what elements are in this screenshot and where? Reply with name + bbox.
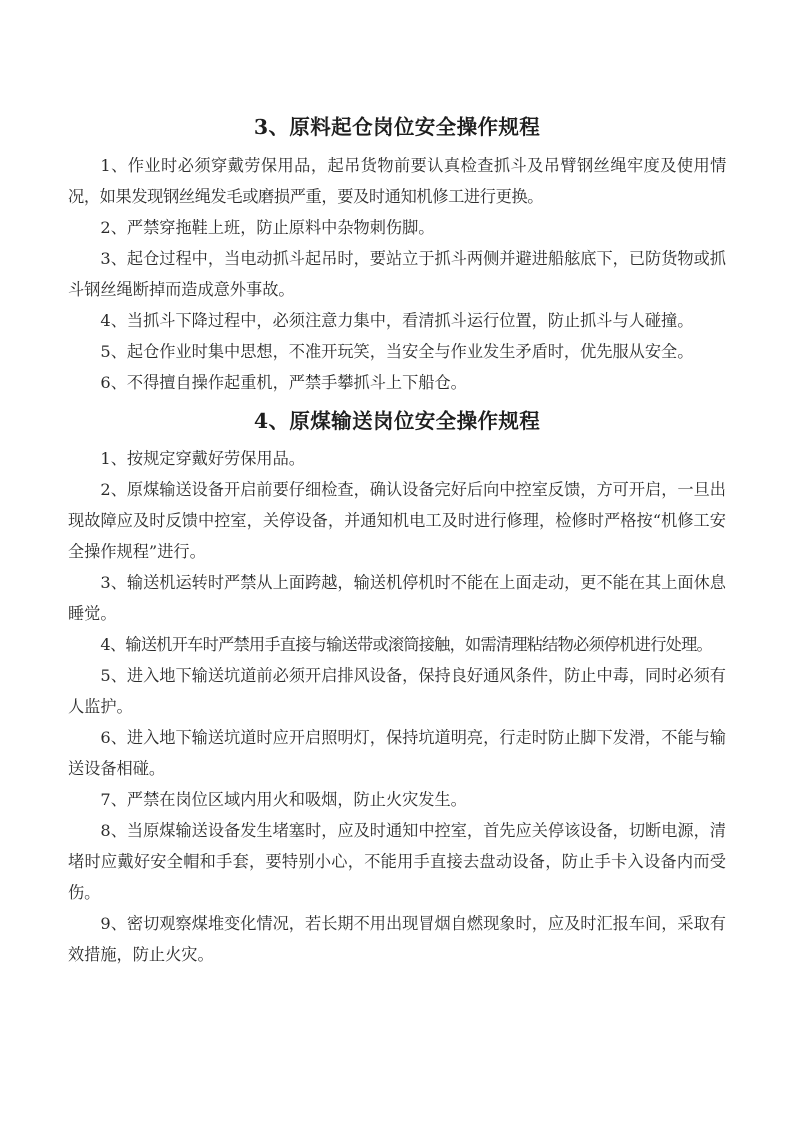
section-4-item-5: 5、进入地下输送坑道前必须开启排风设备，保持良好通风条件，防止中毒，同时必须有人监护。 xyxy=(68,666,726,716)
section-3-item-6: 6、不得擅自操作起重机，严禁手攀抓斗上下船仓。 xyxy=(100,373,467,392)
section-heading-3: 3、原料起仓岗位安全操作规程 xyxy=(253,115,541,139)
section-4-item-6: 6、进入地下输送坑道时应开启照明灯，保持坑道明亮，行走时防止脚下发滑，不能与输送设备相碰。 xyxy=(68,728,726,778)
section-3-item-3: 3、起仓过程中，当电动抓斗起吊时，要站立于抓斗两侧并避进船舷底下，已防货物或抓斗钢丝绳断掉而造成意外事故。 xyxy=(68,249,726,299)
section-heading-4: 4、原煤输送岗位安全操作规程 xyxy=(253,409,541,433)
section-4-item-2: 2、原煤输送设备开启前要仔细检查，确认设备完好后向中控室反馈，方可开启，一旦出现故障应及时反馈中控室，关停设备，并通知机电工及时进行修理，检修时严格按“机修工安全操作规程”进行。 xyxy=(68,480,726,561)
section-4-item-1: 1、按规定穿戴好劳保用品。 xyxy=(100,449,305,468)
document-content xyxy=(68,0,726,970)
section-3-item-2: 2、严禁穿拖鞋上班，防止原料中杂物刺伤脚。 xyxy=(100,218,435,237)
section-3-item-1: 1、作业时必须穿戴劳保用品，起吊货物前要认真检查抓斗及吊臂钢丝绳牢度及使用情况，如果发现钢丝绳发毛或磨损严重，要及时通知机修工进行更换。 xyxy=(68,156,726,206)
section-4-item-3: 3、输送机运转时严禁从上面跨越，输送机停机时不能在上面走动，更不能在其上面休息睡觉。 xyxy=(68,573,726,623)
section-4-item-7: 7、严禁在岗位区域内用火和吸烟，防止火灾发生。 xyxy=(100,790,467,809)
section-4-item-8: 8、当原煤输送设备发生堵塞时，应及时通知中控室，首先应关停该设备，切断电源，清堵时应戴好安全帽和手套，要特别小心，不能用手直接去盘动设备，防止手卡入设备内而受伤。 xyxy=(68,821,726,902)
section-4-item-4: 4、输送机开车时严禁用手直接与输送带或滚筒接触，如需清理粘结物必须停机进行处理。 xyxy=(100,635,712,654)
section-3-item-4: 4、当抓斗下降过程中，必须注意力集中，看清抓斗运行位置，防止抓斗与人碰撞。 xyxy=(100,311,694,330)
section-3-item-5: 5、起仓作业时集中思想，不准开玩笑，当安全与作业发生矛盾时，优先服从安全。 xyxy=(100,342,694,361)
section-4-item-9: 9、密切观察煤堆变化情况，若长期不用出现冒烟自燃现象时，应及时汇报车间，采取有效措施，防止火灾。 xyxy=(68,914,726,964)
